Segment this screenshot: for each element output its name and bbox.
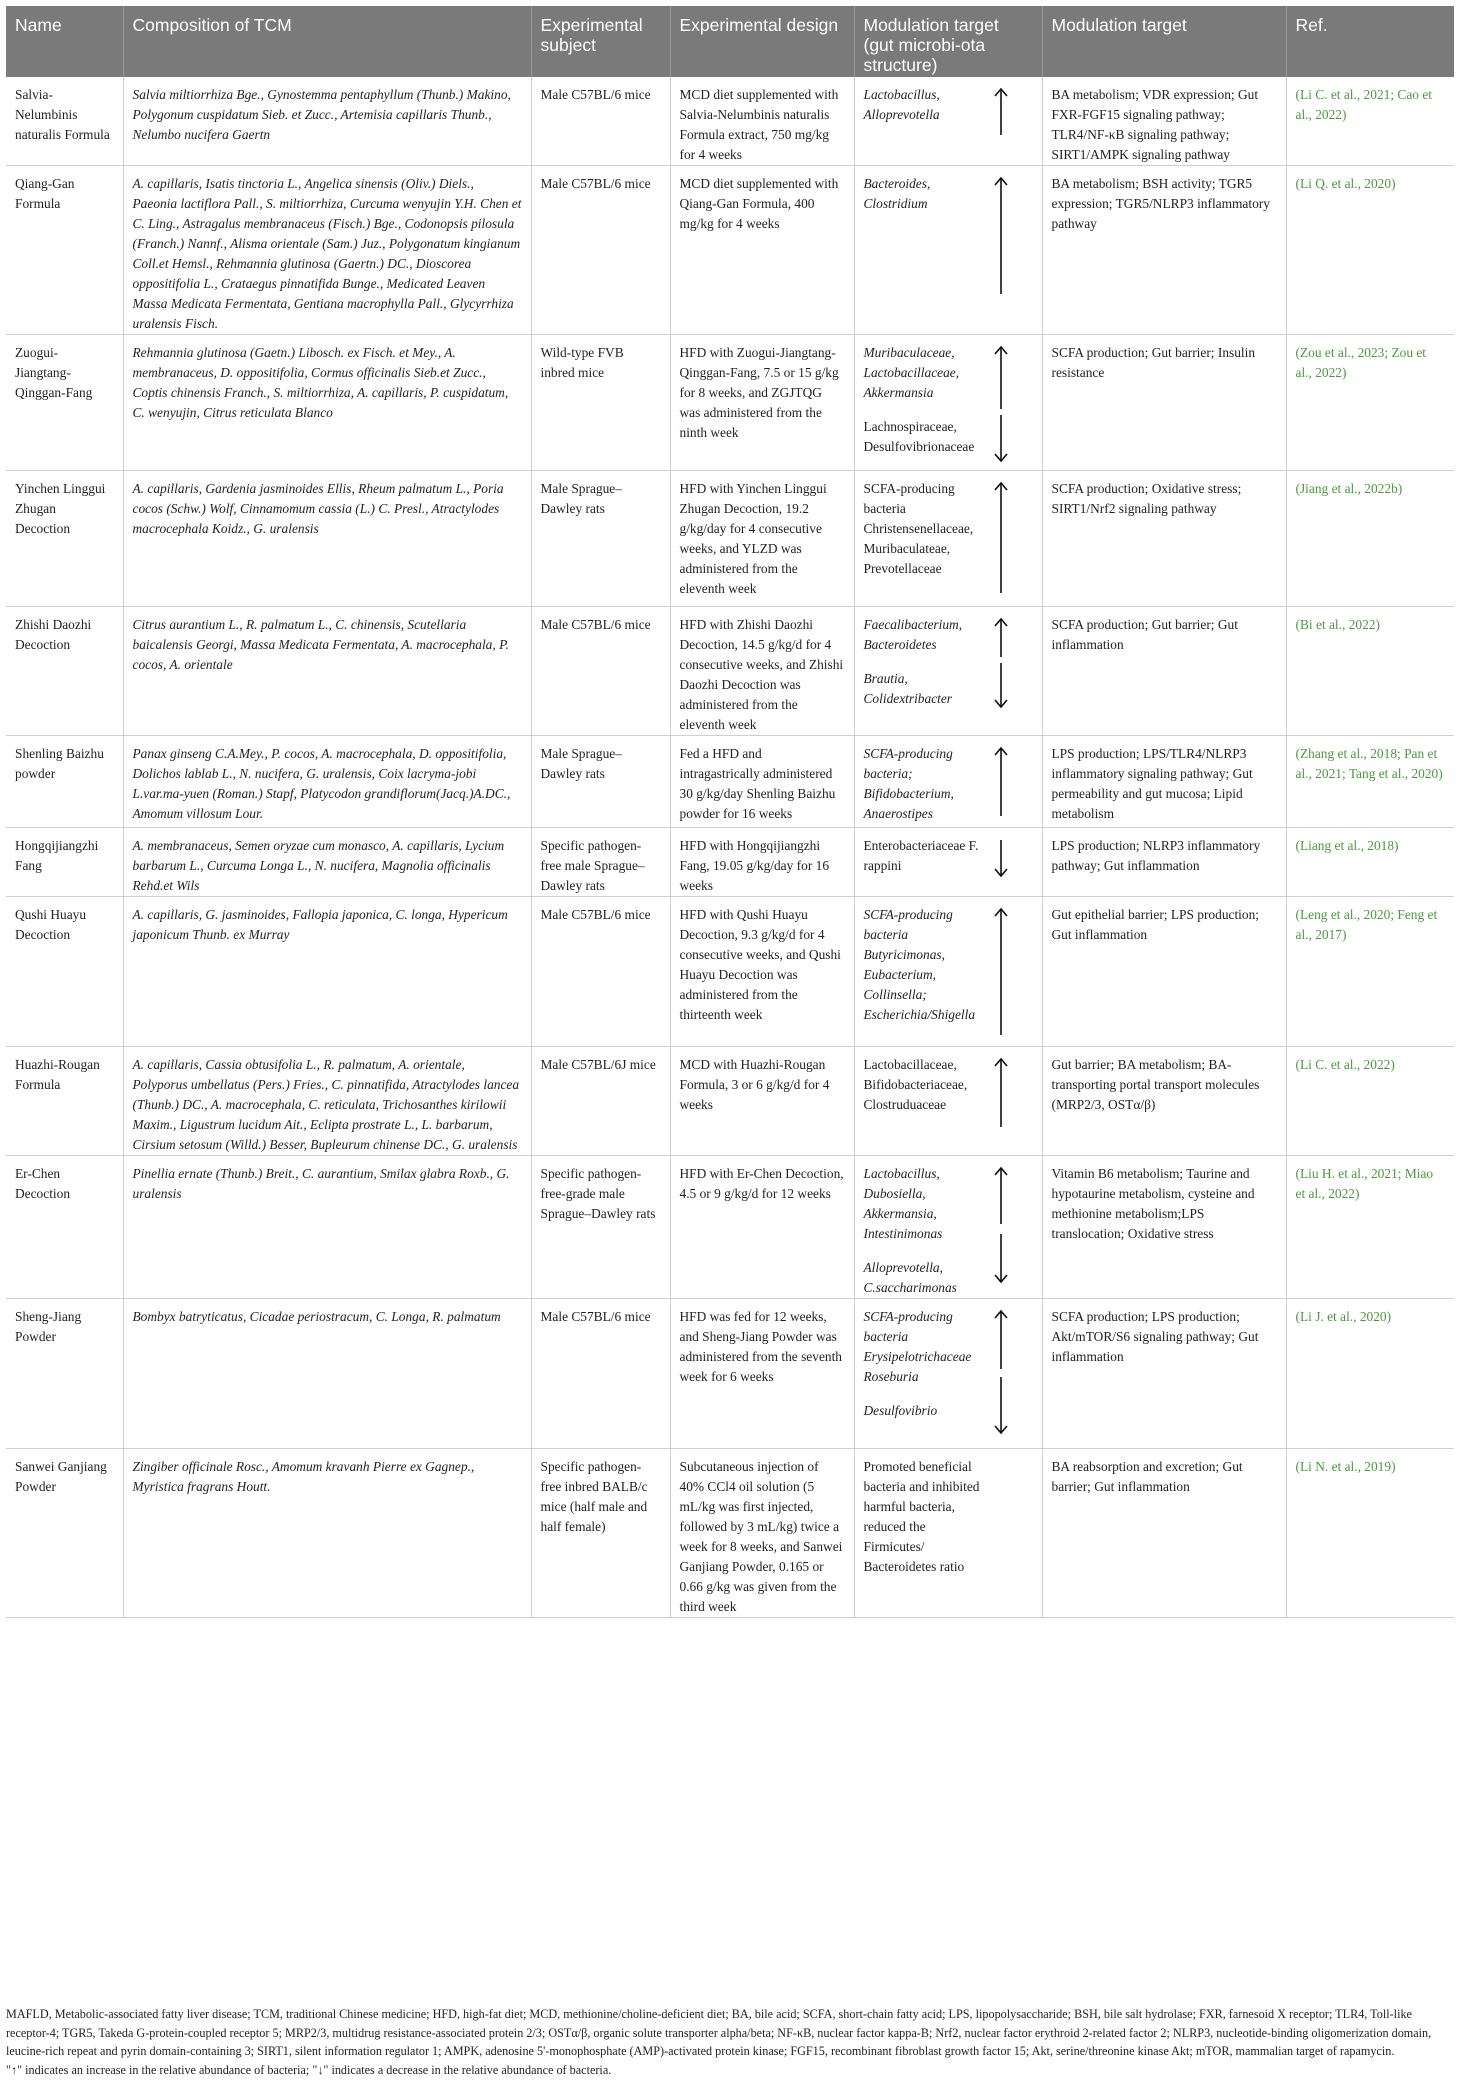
table-row (6, 736, 1454, 828)
decreased-bacteria: Lachnospiraceae, Desulfovibrionaceae (863, 419, 975, 454)
increase-arrow-icon (994, 1309, 1008, 1371)
cell-subject: Male C57BL/6J mice (531, 1047, 670, 1156)
col-header-design: Experimental design (670, 6, 854, 77)
increase-arrow-icon (994, 481, 1008, 595)
cell-target: Gut epithelial barrier; LPS production; Gut inflammation (1042, 897, 1286, 1047)
increase-arrow-icon (994, 617, 1008, 659)
cell-microbiota (854, 897, 1042, 1047)
cell-design: HFD with Er-Chen Decoction, 4.5 or 9 g/kg/d for 12 weeks (670, 1156, 854, 1299)
cell-name: Salvia-Nelumbinis naturalis Formula (6, 77, 123, 166)
cell-ref: (Zhang et al., 2018; Pan et al., 2021; Tang et al., 2020) (1286, 736, 1454, 828)
decrease-arrow-icon (994, 1375, 1008, 1435)
cell-composition: Citrus aurantium L., R. palmatum L., C. chinensis, Scutellaria baicalensis Georgi, Massa Medicata Fermentata, A. macrocephala, P. cocos, A. orientale (123, 607, 531, 736)
cell-ref: (Li N. et al., 2019) (1286, 1449, 1454, 1618)
cell-composition: Panax ginseng C.A.Mey., P. cocos, A. macrocephala, D. oppositifolia, Dolichos lablab L., N. nucifera, G. uralensis, Coix lacryma-jobi L.var.ma-yuen (Roman.) Stapf, Platycodon grandiflorum(Jacq.)A.DC., Amomum villosum Lour. (123, 736, 531, 828)
footnote-abbreviations: MAFLD, Metabolic-associated fatty liver disease; TCM, traditional Chinese medicine; HFD, high-fat diet; MCD, methionine/choline-deficient diet; BA, bile acid; SCFA, short-chain fatty acid; LPS, lipopolysaccharide; BSH, bile salt hydrolase; FXR, farnesoid X receptor; TLR4, Toll-like receptor-4; TGR5, Takeda G-protein-coupled receptor 5; MRP2/3, multidrug resistance-associated protein 2/3; OSTα/β, organic solute transporter alpha/beta; NF-κB, nuclear factor kappa-B; Nrf2, nuclear factor erythroid 2-related factor 2; NLRP3, nucleotide-binding oligomerization domain, leucine-rich repeat and pyrin domain-containing 3; SIRT1, silent information regulator 1; AMPK, adenosine 5'-monophosphate (AMP)-activated protein kinase; FGF15, recombinant fibroblast growth factor 15; Akt, serine/threonine kinase Akt; mTOR, mammalian target of rapamycin. (6, 2007, 1432, 2059)
table-row (6, 607, 1454, 736)
table-footnote (6, 2005, 1454, 2079)
footnote-arrows: "↑" indicates an increase in the relative abundance of bacteria; "↓" indicates a decrease in the relative abundance of bacteria. (6, 2062, 612, 2077)
cell-microbiota (854, 335, 1042, 471)
cell-design: MCD diet supplemented with Qiang-Gan Formula, 400 mg/kg for 4 weeks (670, 166, 854, 335)
cell-name: Zuogui-Jiangtang-Qinggan-Fang (6, 335, 123, 471)
cell-name: Shenling Baizhu powder (6, 736, 123, 828)
cell-name: Qiang-Gan Formula (6, 166, 123, 335)
cell-composition: A. capillaris, Cassia obtusifolia L., R. palmatum, A. orientale, Polyporus umbellatus (Pers.) Fries., C. pinnatifida, Atractylodes lancea (Thunb.) DC., A. macrocephala, C. reticulata, Trichosanthes kirilowii Maxim., Ligustrum lucidum Ait., Eclipta prostrate L., L. barbarum, Cirsium setosum (Willd.) Besser, Bupleurum chinense DC., G. uralensis (123, 1047, 531, 1156)
cell-target: BA metabolism; VDR expression; Gut FXR-FGF15 signaling pathway; TLR4/NF-κB signaling pathway; SIRT1/AMPK signaling pathway (1042, 77, 1286, 166)
cell-composition: Zingiber officinale Rosc., Amomum kravanh Pierre ex Gagnep., Myristica fragrans Houtt. (123, 1449, 531, 1618)
cell-target: LPS production; LPS/TLR4/NLRP3 inflammatory signaling pathway; Gut permeability and gut mucosa; Lipid metabolism (1042, 736, 1286, 828)
cell-target: BA reabsorption and excretion; Gut barrier; Gut inflammation (1042, 1449, 1286, 1618)
increased-bacteria: Bacteroides, Clostridium (863, 176, 931, 211)
increase-arrow-icon (994, 746, 1008, 818)
cell-subject: Male C57BL/6 mice (531, 166, 670, 335)
cell-name: Yinchen Linggui Zhugan Decoction (6, 471, 123, 607)
cell-composition: Rehmannia glutinosa (Gaetn.) Libosch. ex Fisch. et Mey., A. membranaceus, D. oppositifolia, Cormus officinalis Sieb.et Zucc., Coptis chinensis Franch., S. miltiorrhiza, A. capillaris, P. cuspidatum, C. wenyujin, Citrus reticulata Blanco (123, 335, 531, 471)
cell-name: Qushi Huayu Decoction (6, 897, 123, 1047)
cell-target: SCFA production; Gut barrier; Insulin resistance (1042, 335, 1286, 471)
decrease-arrow-icon (994, 1232, 1008, 1284)
increased-bacteria: Faecalibacterium, Bacteroidetes (863, 617, 963, 652)
table-row (6, 897, 1454, 1047)
table-row (6, 1156, 1454, 1299)
table-row (6, 471, 1454, 607)
cell-subject: Male C57BL/6 mice (531, 77, 670, 166)
cell-target: BA metabolism; BSH activity; TGR5 expression; TGR5/NLRP3 inflammatory pathway (1042, 166, 1286, 335)
decreased-bacteria: Alloprevotella, C.saccharimonas (863, 1260, 957, 1295)
cell-design: HFD was fed for 12 weeks, and Sheng-Jiang Powder was administered from the seventh week for 6 weeks (670, 1299, 854, 1449)
col-header-microbiota: Modulation target (gut microbi-ota structure) (854, 6, 1042, 77)
increase-arrow-icon (994, 87, 1008, 137)
cell-design: HFD with Zuogui-Jiangtang-Qinggan-Fang, 7.5 or 15 g/kg for 8 weeks, and ZGJTQG was administered from the ninth week (670, 335, 854, 471)
cell-subject: Male C57BL/6 mice (531, 607, 670, 736)
cell-composition: Salvia miltiorrhiza Bge., Gynostemma pentaphyllum (Thunb.) Makino, Polygonum cuspidatum Sieb. et Zucc., Artemisia capillaris Thunb., Nelumbo nucifera Gaertn (123, 77, 531, 166)
cell-design: HFD with Yinchen Linggui Zhugan Decoction, 19.2 g/kg/day for 4 consecutive weeks, and YLZD was administered from the eleventh week (670, 471, 854, 607)
cell-ref: (Li C. et al., 2021; Cao et al., 2022) (1286, 77, 1454, 166)
table-row (6, 77, 1454, 166)
increased-bacteria: SCFA-producing bacteria Erysipelotrichaceae Roseburia (863, 1309, 972, 1384)
increased-bacteria: Promoted beneficial bacteria and inhibited harmful bacteria, reduced the Firmicutes/ Bacteroidetes ratio (863, 1459, 980, 1574)
table-header-row (6, 6, 1454, 77)
cell-target: SCFA production; Oxidative stress; SIRT1/Nrf2 signaling pathway (1042, 471, 1286, 607)
cell-subject: Specific pathogen-free inbred BALB/c mice (half male and half female) (531, 1449, 670, 1618)
table-row (6, 1047, 1454, 1156)
table-row (6, 1299, 1454, 1449)
decreased-bacteria: Desulfovibrio (863, 1403, 938, 1418)
decreased-bacteria: Brautia, Colidextribacter (863, 671, 953, 706)
decrease-arrow-icon (994, 661, 1008, 709)
increased-bacteria: Lactobacillus, Dubosiella, Akkermansia, Intestinimonas (863, 1166, 943, 1241)
increased-bacteria: Lactobacillus, Alloprevotella (863, 87, 940, 122)
cell-microbiota (854, 1449, 1042, 1618)
cell-composition: Bombyx batryticatus, Cicadae periostracum, C. Longa, R. palmatum (123, 1299, 531, 1449)
cell-name: Sheng-Jiang Powder (6, 1299, 123, 1449)
cell-subject: Male Sprague–Dawley rats (531, 736, 670, 828)
cell-composition: A. capillaris, G. jasminoides, Fallopia japonica, C. longa, Hypericum japonicum Thunb. ex Murray (123, 897, 531, 1047)
increased-bacteria: SCFA-producing bacteria Butyricimonas, Eubacterium, Collinsella; Escherichia/Shigella (863, 907, 976, 1022)
cell-subject: Wild-type FVB inbred mice (531, 335, 670, 471)
cell-ref: (Leng et al., 2020; Feng et al., 2017) (1286, 897, 1454, 1047)
cell-subject: Male C57BL/6 mice (531, 1299, 670, 1449)
cell-ref: (Bi et al., 2022) (1286, 607, 1454, 736)
table-row (6, 335, 1454, 471)
col-header-ref: Ref. (1286, 6, 1454, 77)
increased-bacteria: SCFA-producing bacteria; Bifidobacterium, Anaerostipes (863, 746, 954, 821)
decreased-bacteria: Enterobacteriaceae F. rappini (863, 838, 979, 873)
cell-microbiota (854, 736, 1042, 828)
cell-ref: (Liu H. et al., 2021; Miao et al., 2022) (1286, 1156, 1454, 1299)
col-header-composition: Composition of TCM (123, 6, 531, 77)
cell-design: HFD with Zhishi Daozhi Decoction, 14.5 g/kg/d for 4 consecutive weeks, and Zhishi Daozhi Decoction was administered from the eleventh week (670, 607, 854, 736)
cell-ref: (Liang et al., 2018) (1286, 828, 1454, 897)
cell-target: SCFA production; Gut barrier; Gut inflammation (1042, 607, 1286, 736)
cell-microbiota (854, 77, 1042, 166)
decrease-arrow-icon (994, 413, 1008, 463)
cell-subject: Specific pathogen-free male Sprague–Dawley rats (531, 828, 670, 897)
table-row (6, 1449, 1454, 1618)
cell-microbiota (854, 828, 1042, 897)
table-row (6, 166, 1454, 335)
decrease-arrow-icon (994, 838, 1008, 878)
cell-design: Subcutaneous injection of 40% CCl4 oil solution (5 mL/kg was first injected, followed by 3 mL/kg) twice a week for 8 weeks, and Sanwei Ganjiang Powder, 0.165 or 0.66 g/kg was given from the third week (670, 1449, 854, 1618)
cell-composition: Pinellia ernate (Thunb.) Breit., C. aurantium, Smilax glabra Roxb., G. uralensis (123, 1156, 531, 1299)
cell-microbiota (854, 1047, 1042, 1156)
cell-ref: (Li C. et al., 2022) (1286, 1047, 1454, 1156)
cell-microbiota (854, 607, 1042, 736)
cell-ref: (Li Q. et al., 2020) (1286, 166, 1454, 335)
increase-arrow-icon (994, 176, 1008, 296)
cell-ref: (Zou et al., 2023; Zou et al., 2022) (1286, 335, 1454, 471)
cell-ref: (Li J. et al., 2020) (1286, 1299, 1454, 1449)
increased-bacteria: Muribaculaceae, Lactobacillaceae, Akkermansia (863, 345, 960, 400)
increase-arrow-icon (994, 1057, 1008, 1129)
col-header-subject: Experimental subject (531, 6, 670, 77)
cell-microbiota (854, 166, 1042, 335)
cell-composition: A. capillaris, Gardenia jasminoides Ellis, Rheum palmatum L., Poria cocos (Schw.) Wolf, Cinnamomum cassia (L.) C. Presl., Atractylodes macrocephala Koidz., G. uralensis (123, 471, 531, 607)
cell-design: HFD with Qushi Huayu Decoction, 9.3 g/kg/d for 4 consecutive weeks, and Qushi Huayu Decoction was administered from the thirteenth week (670, 897, 854, 1047)
cell-name: Huazhi-Rougan Formula (6, 1047, 123, 1156)
cell-design: MCD with Huazhi-Rougan Formula, 3 or 6 g/kg/d for 4 weeks (670, 1047, 854, 1156)
col-header-target: Modulation target (1042, 6, 1286, 77)
increase-arrow-icon (994, 345, 1008, 411)
cell-target: Gut barrier; BA metabolism; BA-transporting portal transport molecules (MRP2/3, OSTα/β) (1042, 1047, 1286, 1156)
cell-ref: (Jiang et al., 2022b) (1286, 471, 1454, 607)
cell-microbiota (854, 471, 1042, 607)
cell-subject: Specific pathogen-free-grade male Sprague–Dawley rats (531, 1156, 670, 1299)
table-row (6, 828, 1454, 897)
cell-name: Sanwei Ganjiang Powder (6, 1449, 123, 1618)
increase-arrow-icon (994, 1166, 1008, 1226)
cell-subject: Male Sprague–Dawley rats (531, 471, 670, 607)
increase-arrow-icon (994, 907, 1008, 1037)
cell-target: LPS production; NLRP3 inflammatory pathway; Gut inflammation (1042, 828, 1286, 897)
cell-subject: Male C57BL/6 mice (531, 897, 670, 1047)
cell-design: HFD with Hongqijiangzhi Fang, 19.05 g/kg/day for 16 weeks (670, 828, 854, 897)
cell-design: MCD diet supplemented with Salvia-Nelumbinis naturalis Formula extract, 750 mg/kg for 4 weeks (670, 77, 854, 166)
cell-composition: A. membranaceus, Semen oryzae cum monasco, A. capillaris, Lycium barbarum L., Curcuma Longa L., N. nucifera, Magnolia officinalis Rehd.et Wils (123, 828, 531, 897)
cell-target: Vitamin B6 metabolism; Taurine and hypotaurine metabolism, cysteine and methionine metabolism;LPS translocation; Oxidative stress (1042, 1156, 1286, 1299)
increased-bacteria: Lactobacillaceae, Bifidobacteriaceae, Clostruduaceae (863, 1057, 968, 1112)
increased-bacteria: SCFA-producing bacteria Christensenellaceae, Muribaculateae, Prevotellaceae (863, 481, 974, 576)
cell-target: SCFA production; LPS production; Akt/mTOR/S6 signaling pathway; Gut inflammation (1042, 1299, 1286, 1449)
cell-microbiota (854, 1299, 1042, 1449)
cell-name: Zhishi Daozhi Decoction (6, 607, 123, 736)
tcm-table (6, 6, 1454, 1618)
cell-microbiota (854, 1156, 1042, 1299)
cell-composition: A. capillaris, Isatis tinctoria L., Angelica sinensis (Oliv.) Diels., Paeonia lactiflora Pall., S. miltiorrhiza, Curcuma wenyujin Y.H. Chen et C. Ling., Astragalus membranaceus (Fisch.) Bge., Codonopsis pilosula (Franch.) Nannf., Alisma orientale (Sam.) Juz., Polygonatum kingianum Coll.et Hemsl., Rehmannia glutinosa (Gaertn.) DC., Dioscorea oppositifolia L., Crataegus pinnatifida Bunge., Medicated Leaven Massa Medicata Fermentata, Gentiana macrophylla Pall., Glycyrrhiza uralensis Fisch. (123, 166, 531, 335)
cell-design: Fed a HFD and intragastrically administered 30 g/kg/day Shenling Baizhu powder for 16 weeks (670, 736, 854, 828)
cell-name: Er-Chen Decoction (6, 1156, 123, 1299)
col-header-name: Name (6, 6, 123, 77)
cell-name: Hongqijiangzhi Fang (6, 828, 123, 897)
